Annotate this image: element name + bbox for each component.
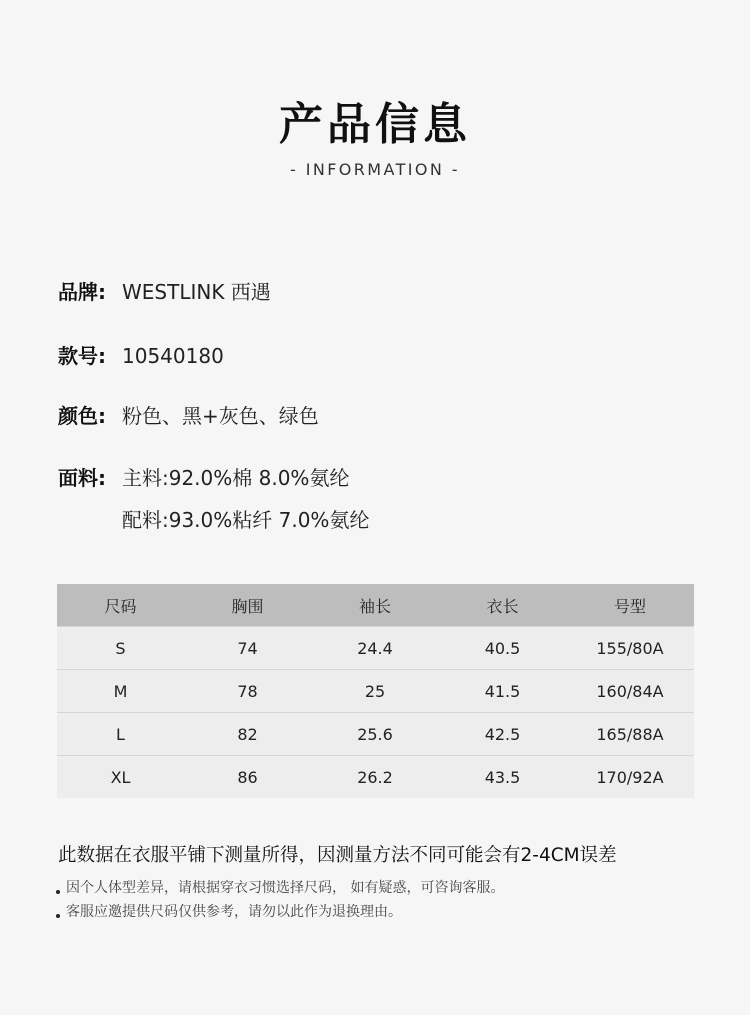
fabric-main-value: 主料:92.0%棉 8.0%氨纶 bbox=[122, 466, 350, 490]
header-fit: 号型 bbox=[566, 584, 694, 627]
header-chest: 胸围 bbox=[184, 584, 311, 627]
info-brand bbox=[58, 278, 271, 306]
color-label: 颜色: bbox=[58, 404, 106, 428]
note-text: 因个人体型差异，请根据穿衣习惯选择尺码， 如有疑惑，可咨询客服。 bbox=[66, 880, 505, 896]
info-style-number bbox=[58, 342, 224, 370]
brand-label: 品牌: bbox=[58, 280, 106, 304]
table-cell: 42.5 bbox=[439, 713, 566, 756]
info-color bbox=[58, 402, 319, 430]
table-cell: 82 bbox=[184, 713, 311, 756]
color-value: 粉色、黑+灰色、绿色 bbox=[122, 404, 319, 428]
table-cell: 25.6 bbox=[311, 713, 439, 756]
table-cell: 43.5 bbox=[439, 756, 566, 799]
table-cell: S bbox=[57, 627, 184, 670]
note-text: 客服应邀提供尺码仅供参考，请勿以此作为退换理由。 bbox=[66, 904, 402, 920]
style-value: 10540180 bbox=[122, 344, 224, 368]
table-cell: 155/80A bbox=[566, 627, 694, 670]
size-table-header-row bbox=[57, 584, 694, 627]
header-size: 尺码 bbox=[57, 584, 184, 627]
style-label: 款号: bbox=[58, 344, 106, 368]
bullet-icon bbox=[56, 890, 60, 894]
table-cell: M bbox=[57, 670, 184, 713]
header-sleeve: 袖长 bbox=[311, 584, 439, 627]
table-cell: 25 bbox=[311, 670, 439, 713]
table-cell: 160/84A bbox=[566, 670, 694, 713]
table-row bbox=[57, 627, 694, 670]
page-title: 产品信息 bbox=[279, 99, 471, 150]
info-fabric-lining bbox=[122, 506, 369, 534]
table-cell: 86 bbox=[184, 756, 311, 799]
bullet-icon bbox=[56, 914, 60, 918]
table-cell: 40.5 bbox=[439, 627, 566, 670]
table-cell: 26.2 bbox=[311, 756, 439, 799]
table-cell: L bbox=[57, 713, 184, 756]
table-row bbox=[57, 756, 694, 799]
info-fabric bbox=[58, 464, 349, 492]
table-row bbox=[57, 713, 694, 756]
table-cell: 41.5 bbox=[439, 670, 566, 713]
measurement-note: 此数据在衣服平铺下测量所得，因测量方法不同可能会有2-4CM误差 bbox=[58, 845, 617, 866]
table-cell: 170/92A bbox=[566, 756, 694, 799]
size-table bbox=[57, 584, 694, 798]
fabric-label: 面料: bbox=[58, 466, 106, 490]
table-cell: 74 bbox=[184, 627, 311, 670]
header-length: 衣长 bbox=[439, 584, 566, 627]
table-cell: 78 bbox=[184, 670, 311, 713]
table-row bbox=[57, 670, 694, 713]
page-subtitle: - INFORMATION - bbox=[290, 160, 460, 179]
note-item bbox=[56, 878, 504, 898]
table-cell: 24.4 bbox=[311, 627, 439, 670]
table-cell: 165/88A bbox=[566, 713, 694, 756]
table-cell: XL bbox=[57, 756, 184, 799]
note-item bbox=[56, 902, 402, 922]
brand-value: WESTLINK 西遇 bbox=[122, 280, 271, 304]
fabric-lining-value: 配料:93.0%粘纤 7.0%氨纶 bbox=[122, 508, 370, 532]
